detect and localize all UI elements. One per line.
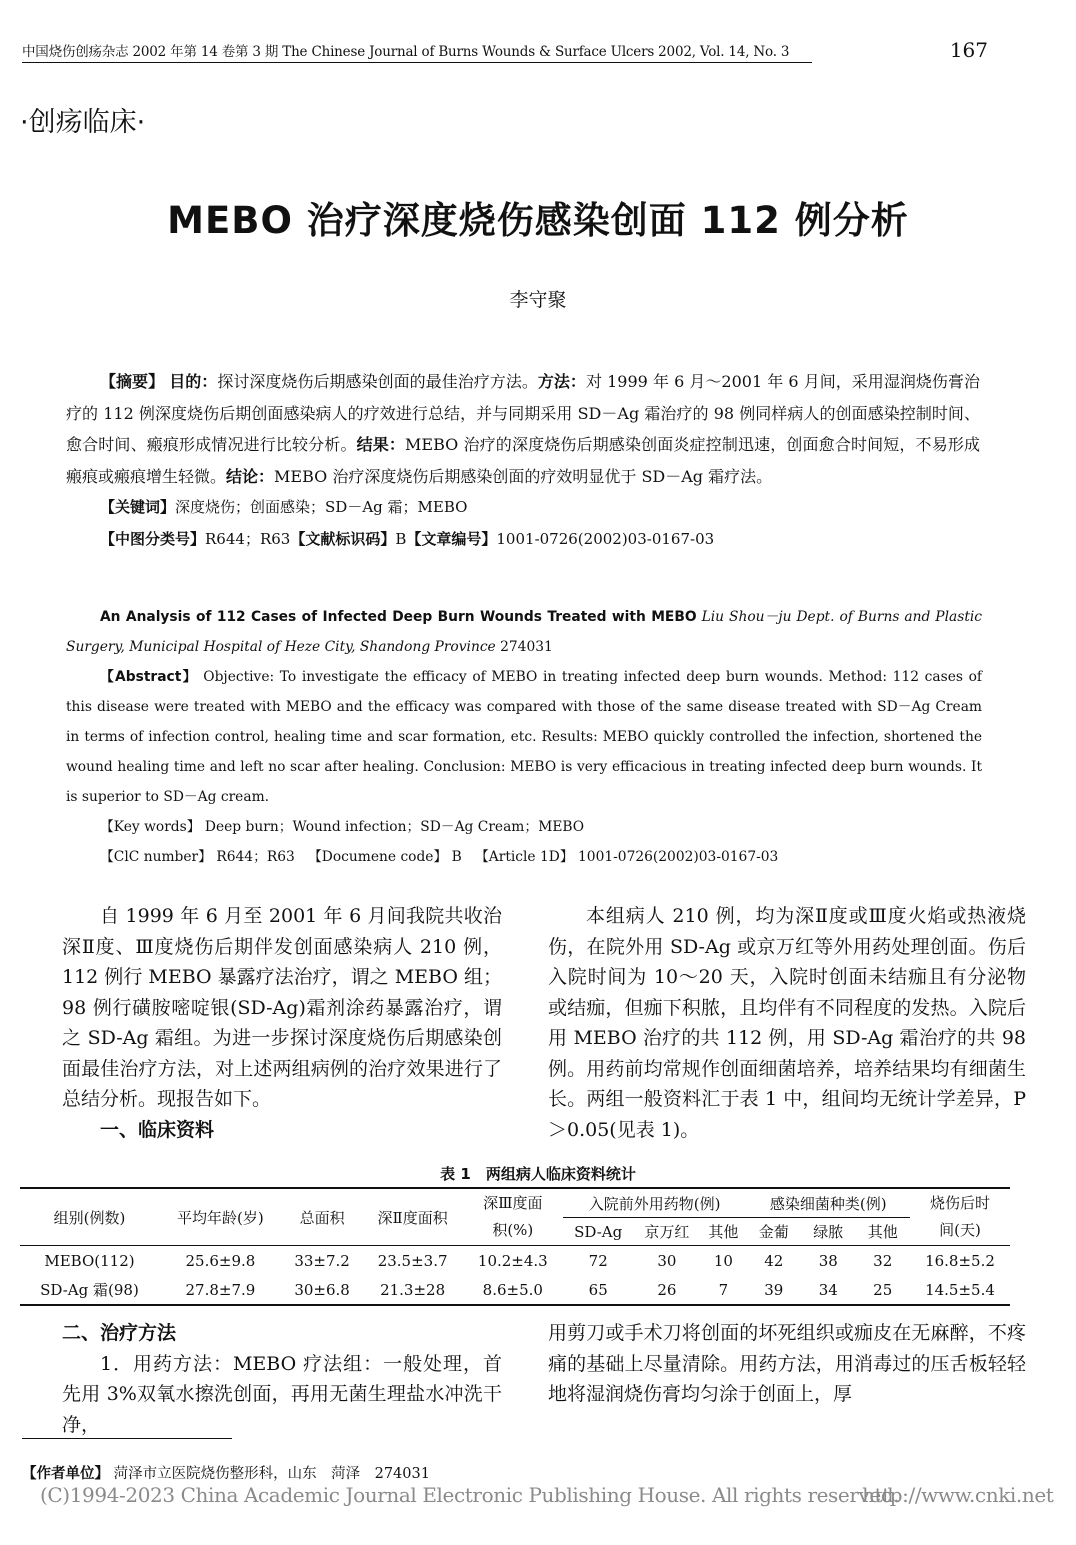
method-continued-paragraph: 用剪刀或手术刀将创面的坏死组织或痂皮在无麻醉，不疼痛的基础上尽量清除。用药方法，用消毒过的压舌板轻轻地将湿润烧伤膏均匀涂于创面上，厚 <box>548 1322 1026 1405</box>
en-doc-code-label: 【Documene code】 <box>307 849 448 865</box>
abstract-label: 【摘要】 <box>100 372 165 391</box>
table-cell: 25 <box>873 1280 893 1299</box>
en-keywords-text: Deep burn；Wound infection；SD－Ag Cream；MEBO <box>204 819 585 835</box>
footnote-rule <box>22 1438 232 1439</box>
chinese-abstract <box>66 366 980 555</box>
method-text: 对 1999 年 6 月～2001 年 6 月间，采用湿润烧伤膏治疗的 112 例深度烧伤后期创面感染病人的疗效进行总结，并与同期采用 SD－Ag 霜治疗的 98 例同样病人的创面感染控制时间、愈合时间、瘢痕形成情况进行比较分析。 <box>66 372 980 454</box>
en-keywords-label: 【Key words】 <box>100 819 201 835</box>
th-time-line1: 烧伤后时 <box>929 1194 990 1212</box>
footnote-label: 【作者单位】 <box>22 1466 109 1482</box>
objective-label: 目的： <box>169 372 218 391</box>
running-header: 中国烧伤创疡杂志 2002 年第 14 卷第 3 期 The Chinese Journal of Burns Wounds & Surface Ulcers 2002, Vol. 14, No. 3 <box>22 44 790 60</box>
section2-heading: 二、治疗方法 <box>62 1322 177 1344</box>
th-sub-other-bacteria: 其他 <box>855 1218 909 1246</box>
en-article-id-value: 1001-0726(2002)03-0167-03 <box>578 849 779 865</box>
th-deep3-area <box>463 1188 563 1246</box>
english-abstract-text: Objective: To investigate the efficacy of MEBO in treating infected deep burn wounds. Method: 112 cases of this disease were treated with MEBO and the efficacy was compared with those of the same disease treated with SD－Ag Cream in terms of infection control, healing time and scar formation, etc. Results: MEBO quickly controlled the infection, shortened the wound healing time and left no scar after healing. Conclusion: MEBO is very efficacious in treating infected deep burn wounds. It is superior to SD－Ag cream. <box>66 669 982 805</box>
english-abstract-label: 【Abstract】 <box>100 669 198 685</box>
table-cell: 42 <box>764 1251 784 1270</box>
article-title: MEBO 治疗深度烧伤感染创面 112 例分析 <box>167 199 909 242</box>
th-age: 平均年龄(岁) <box>159 1188 282 1246</box>
keywords-label: 【关键词】 <box>100 498 176 516</box>
method-paragraph: 1．用药方法：MEBO 疗法组：一般处理，首先用 3%双氧水擦洗创面，再用无菌生理盐水冲洗干净， <box>62 1352 502 1436</box>
doc-code-label: 【文献标识码】 <box>290 529 396 548</box>
result-label: 结果： <box>356 435 406 454</box>
th-pre-drug: 入院前外用药物(例) <box>563 1188 747 1218</box>
intro-paragraph: 自 1999 年 6 月至 2001 年 6 月间我院共收治深Ⅱ度、Ⅲ度烧伤后期伴发创面感染病人 210 例，112 例行 MEBO 暴露疗法治疗，谓之 MEBO 组；98 例行磺胺嘧啶银(SD-Ag)霜剂涂药暴露治疗，谓之 SD-Ag 霜组。为进一步探讨深度烧伤后期感染创面最佳治疗方法，对上述两组病例的治疗效果进行了总结分析。现报告如下。 <box>62 905 502 1110</box>
table-cell: 21.3±28 <box>380 1280 446 1299</box>
table-cell: 26 <box>657 1280 677 1299</box>
author-affiliation-footnote <box>22 1462 430 1483</box>
page-number: 167 <box>949 38 988 62</box>
english-abstract <box>66 602 982 872</box>
conclusion-label: 结论： <box>226 466 275 486</box>
article-no-value: 1001-0726(2002)03-0167-03 <box>496 529 715 548</box>
article-no-label: 【文章编号】 <box>406 529 497 548</box>
th-deep2-area: 深Ⅱ度面积 <box>362 1188 462 1246</box>
table-cell: 7 <box>718 1280 729 1299</box>
table-cell: 39 <box>764 1280 784 1299</box>
en-doc-code-value: B <box>451 849 462 865</box>
table-caption: 表 1 两组病人临床资料统计 <box>440 1165 636 1183</box>
clc-label: 【中图分类号】 <box>100 529 206 548</box>
table-cell: 10 <box>713 1251 733 1270</box>
th-sub-other-drug: 其他 <box>700 1218 746 1246</box>
section1-heading: 一、临床资料 <box>100 1118 215 1141</box>
th-sub-jingwanhong: 京万红 <box>634 1218 701 1246</box>
doc-code-value: B <box>395 529 407 548</box>
header-rule <box>22 62 812 63</box>
conclusion-text: MEBO 治疗深度烧伤后期感染创面的疗效明显优于 SD－Ag 霜疗法。 <box>274 466 773 486</box>
english-postcode: 274031 <box>500 639 553 655</box>
table-cell: 33±7.2 <box>294 1251 350 1270</box>
table-cell: 10.2±4.3 <box>477 1251 548 1270</box>
th-deep3-area-line1: 深Ⅲ度面 <box>483 1194 543 1212</box>
table-row <box>20 1275 1010 1305</box>
section2-right <box>548 1318 1026 1410</box>
table-cell: SD-Ag 霜(98) <box>40 1281 139 1299</box>
table-cell: 8.6±5.0 <box>482 1280 543 1299</box>
th-total-area: 总面积 <box>282 1188 363 1246</box>
footnote-text: 菏泽市立医院烧伤整形科，山东 菏泽 274031 <box>113 1466 430 1482</box>
en-classification-line <box>66 842 982 872</box>
table-cell: 72 <box>588 1251 608 1270</box>
th-sub-staph: 金葡 <box>747 1218 801 1246</box>
table-cell: 23.5±3.7 <box>377 1251 448 1270</box>
result-text: MEBO 治疗的深度烧伤后期感染创面炎症控制迅速，创面愈合时间短，不易形成瘢痕或瘢痕增生轻微。 <box>66 435 980 486</box>
copyright-watermark <box>40 1483 1054 1507</box>
section-label: ·创疡临床· <box>20 107 146 138</box>
clinical-data-paragraph: 本组病人 210 例，均为深Ⅱ度或Ⅲ度火焰或热液烧伤，在院外用 SD-Ag 或京万红等外用药处理创面。伤后入院时间为 10～20 天，入院时创面未结痂且有分泌物或结痂，但痂下积脓，且均伴有不同程度的发热。入院后用 MEBO 治疗的共 112 例，用 SD-Ag 霜治疗的共 98 例。用药前均常规作创面细菌培养，培养结果均有细菌生长。两组一般资料汇于表 1 中，组间均无统计学差异，P＞0.05(见表 1)。 <box>548 905 1026 1141</box>
table-cell: 30±6.8 <box>294 1280 350 1299</box>
table-cell: 38 <box>818 1251 838 1270</box>
copyright-text: (C)1994-2023 China Academic Journal Electronic Publishing House. All rights reserved. <box>40 1483 900 1507</box>
table-row <box>20 1246 1010 1276</box>
en-clc-label: 【ClC number】 <box>100 849 212 865</box>
method-label: 方法： <box>537 372 586 391</box>
section2-left <box>62 1318 502 1440</box>
en-clc-value: R644；R63 <box>216 849 295 865</box>
english-title: An Analysis of 112 Cases of Infected Deep Burn Wounds Treated with MEBO <box>100 609 697 625</box>
cn-keywords-line <box>66 492 980 524</box>
table-cell: 34 <box>818 1280 838 1299</box>
english-affiliation: Liu Shou－ju Dept. of Burns and Plastic Surgery, Municipal Hospital of Heze City, Shandong Province <box>66 609 982 655</box>
table-cell: MEBO(112) <box>44 1251 135 1270</box>
table-cell: 25.6±9.8 <box>185 1251 256 1270</box>
th-time <box>910 1188 1010 1246</box>
th-time-line2: 间(天) <box>939 1221 981 1239</box>
th-group: 组别(例数) <box>20 1188 159 1246</box>
table-cell: 32 <box>873 1251 893 1270</box>
cnki-url: http://www.cnki.net <box>862 1483 1054 1507</box>
th-bacteria: 感染细菌种类(例) <box>747 1188 910 1218</box>
keywords-text: 深度烧伤；创面感染；SD－Ag 霜；MEBO <box>175 498 468 516</box>
en-article-id-label: 【Article 1D】 <box>474 849 574 865</box>
table-cell: 27.8±7.9 <box>185 1280 256 1299</box>
table-cell: 65 <box>588 1280 608 1299</box>
objective-text: 探讨深度烧伤后期感染创面的最佳治疗方法。 <box>217 372 538 391</box>
table-cell: 14.5±5.4 <box>925 1280 995 1299</box>
clinical-data-table <box>20 1187 1010 1306</box>
cn-classification-line <box>66 524 980 556</box>
body-left-column <box>62 901 502 1145</box>
th-sub-pseudomonas: 绿脓 <box>801 1218 855 1246</box>
th-deep3-area-line2: 积(%) <box>492 1221 534 1239</box>
body-right-column <box>548 901 1026 1145</box>
table-cell: 30 <box>657 1251 677 1270</box>
table-cell: 16.8±5.2 <box>925 1251 995 1270</box>
en-keywords-line <box>66 812 982 842</box>
author: 李守聚 <box>509 289 567 311</box>
th-sub-sdag: SD-Ag <box>563 1218 634 1246</box>
clc-value: R644；R63 <box>205 529 291 548</box>
